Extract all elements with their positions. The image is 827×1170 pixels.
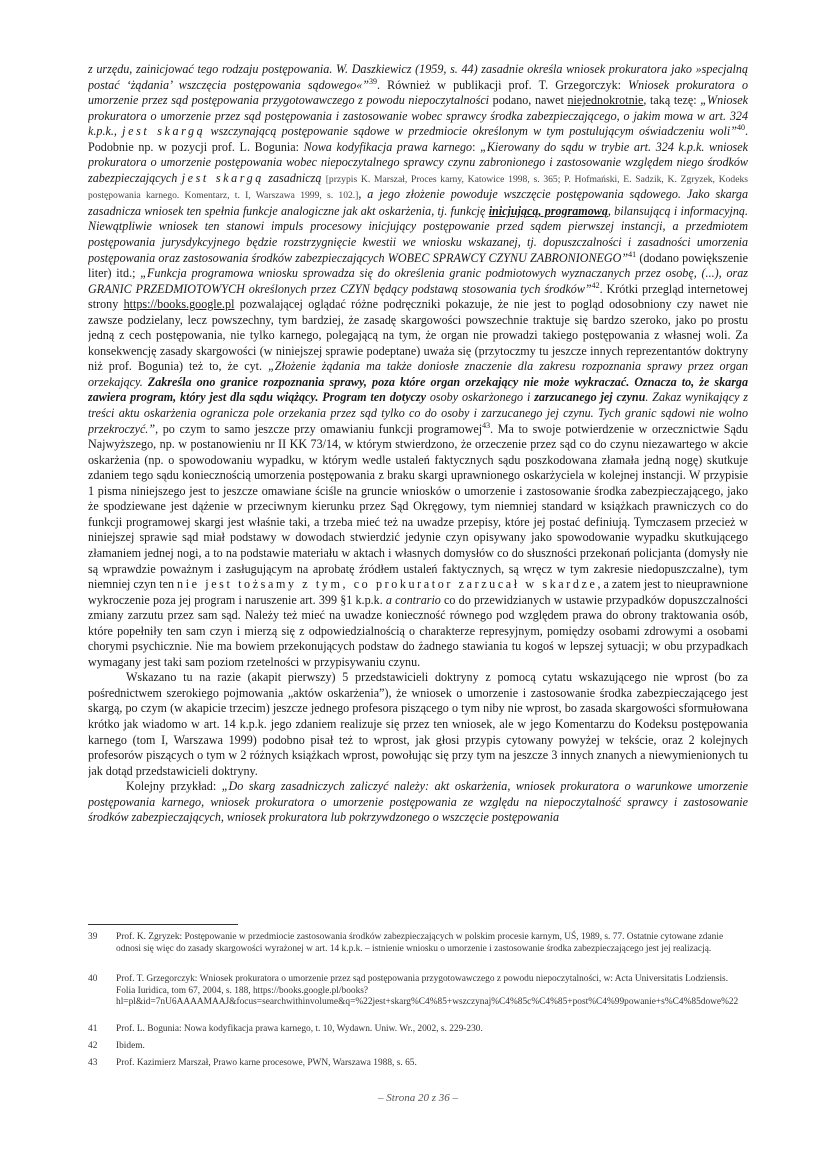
text-run: , bilansującą i informacyjną. Niewątpliwie wniosek ten stanowi impuls procesowy inicjujący postępowanie przed sądem pierwszej instancji, a przedmiotem postępowania jurysdykcyjnego będzie rozstrzygnięcie kwestii we wniosku wskazanej, tj. dopuszczalności i zasadności umorzenia postępowania oraz zastosowania środków zabezpieczających WOBEC SPRAWCY CZYNU ZABRONIONEGO” bbox=[88, 203, 748, 265]
footnote-ref: 43 bbox=[482, 420, 491, 430]
document-page bbox=[88, 62, 748, 1152]
footnote-text: Prof. K. Zgryzek: Postępowanie w przedmiocie zastosowania środków zabezpieczających w polskim procesie karnym, UŚ, 1989, s. 77. Ostatnie cytowane zdanie odnosi się więc do zasady skargowości wyrażonej w art. 14 k.p.k. – istnienie wniosku o umorzenie i zastosowanie środka zabezpieczającego jest jej realizacją. bbox=[116, 932, 724, 954]
footnote-number: 42 bbox=[88, 1041, 98, 1051]
inline-citation: [przypis K. Marszał, Proces karny, Katowice 1998, s. 365; P. Hofmański, E. Sadzik, K. Zgryzek, Kodeks postępowania karnego. Komentarz, t. I, Warszawa 1999, s. 102.] bbox=[88, 173, 748, 202]
text-run: „Do skarg zasadniczych zaliczyć należy: akt oskarżenia, wniosek prokuratora o warunkowe umorzenie postępowania karnego, wniosek prokuratora o umorzenie postępowania ze względu na niepoczytalność sprawcy i zastosowanie środków zabezpieczających, wniosek prokuratora lub pokrzywdzonego o wszczęcie postępowania bbox=[88, 779, 748, 825]
footnote-number: 41 bbox=[88, 1024, 98, 1034]
footnote-41 bbox=[88, 1024, 748, 1036]
body-paragraph bbox=[88, 62, 748, 670]
text-run: Kolejny przykład: bbox=[126, 779, 222, 794]
footnote-43 bbox=[88, 1058, 748, 1070]
text-run: nie jest tożsamy z tym, co prokurator zarzucał w skardze bbox=[177, 577, 598, 592]
text-run: Wskazano tu na razie (akapit pierwszy) 5 przedstawicieli doktryny z pomocą cytatu wskazującego nie wprost (bo za pośrednictwem szerokiego pojmowania „aktów oskarżenia”), że wniosek o umorzenie i zastosowanie środka zabezpieczającego jest skargą, po czym (w akapicie trzecim) jeszcze jednego profesora piszącego o tym niby nie wprost, bo zasada skargowości sformułowana krótko jak wiadomo w art. 14 k.p.k. jego zdaniem realizuje się przez ten wniosek, ale w jego Komentarzu do Kodeksu postępowania karnego (tom I, Warszawa 1999) podobno pisał też to wprost, jak głosi przypis cytowany powyżej w tekście, oraz 2 kolejnych profesorów piszących o tym w 2 różnych książkach wprost, powołując się przy tym na jeszcze 3 innych znanych a niewymienionych tu jak dotąd przedstawicieli doktryny. bbox=[88, 670, 748, 778]
text-run: . Zakaz wynikający z treści aktu oskarżenia ogranicza pole orzekania przez sąd tylko co do osoby i zarzucanego jej czynu. Tych granic sądowi nie wolno przekroczyć.” bbox=[88, 390, 748, 436]
footnote-text: Ibidem. bbox=[116, 1041, 145, 1051]
footnote-separator bbox=[88, 924, 238, 925]
text-run: wszczynającą postępowanie sądowe w przedmiocie określonym w tym postulującym oświadczeniu woli” bbox=[205, 124, 737, 139]
page-footer: – Strona 20 z 36 – bbox=[378, 1092, 458, 1104]
text-run: „Kierowany do sądu w trybie art. 324 k.p.k. wniosek prokuratora o umorzenie postępowania wobec niepoczytalnego sprawcy czynu zabronionego i zastosowanie względem niego środków zabezpieczających bbox=[88, 139, 748, 185]
text-run: jest skargą bbox=[122, 124, 206, 139]
footnote-ref: 40 bbox=[736, 123, 745, 133]
footnote-42 bbox=[88, 1041, 748, 1053]
text-run: zasadniczą bbox=[263, 170, 326, 185]
body-paragraph bbox=[88, 779, 748, 826]
text-run: . Ma to swoje potwierdzenie w orzecznictwie Sądu Najwyższego, np. w postanowieniu nr II KK 73/14, w którym stwierdzono, że orzeczenie przez sąd co do czynu niezawartego w akcie oskarżenia (np. o spowodowaniu wypadku, w którym wedle ustaleń faktycznych sądu poszkodowana złamała jedną nogę) skutkuje zdaniem tego sądu koniecznością umorzenia postępowania z braku skargi uprawnionego oskarżyciela w kolejnej instancji. W przypisie 1 pisma niniejszego jest to jeszcze omawiane ściśle na gruncie wniosków o umorzenie i zastosowanie środka zabezpieczającego, jako że spodziewane jest dążenie w przeciwnym kierunku przez Sąd Okręgowy, tym niemniej standard w książkach prawniczych co do funkcji programowej skargi jest właśnie taki, a trzeba mieć też na uwadze przepisy, które jej postać definiują. Tymczasem przecież w niniejszej sprawie sąd miał podstawy w dowodach stwierdzić jedynie czyn opisywany jako spowodowanie wypadku skutkującego złamaniem jednej nogi, a to na podstawie materiału w aktach i własnych domysłów co do słuszności przekonań policjanta (domysły nie są wprawdzie poważnym i zasługującym na aprobatę źródłem ustaleń faktycznych, są wręcz w tym zakresie niedopuszczalne), tym niemniej czyn ten bbox=[88, 421, 748, 592]
text-run: Wniosek prokuratora o umorzenie przez sąd postępowania przygotowawczego z powodu niepoczytalności bbox=[88, 77, 748, 108]
text-run: podano, nawet bbox=[489, 93, 568, 108]
text-run: : bbox=[472, 139, 481, 154]
text-run: (dodano powiększenie liter) itd.; bbox=[88, 250, 748, 281]
footnote-ref: 42 bbox=[591, 280, 600, 290]
books-link[interactable]: https://books.google.pl bbox=[123, 297, 235, 312]
text-run: „Złożenie żądania ma także doniosłe znaczenie dla zakresu rozpoznania sprawy przez organ orzekający. bbox=[88, 359, 748, 389]
footnote-40 bbox=[88, 974, 748, 1009]
text-run: z urzędu, zainicjować tego rodzaju postępowania. W. Daszkiewicz (1959, s. 44) zasadnie określa wniosek prokuratora jako »specjalną postać ‘żądania’ wszczęcia postępowania sądowego« bbox=[88, 62, 748, 92]
footnote-text: Prof. Kazimierz Marszał, Prawo karne procesowe, PWN, Warszawa 1988, s. 65. bbox=[116, 1058, 417, 1068]
body-paragraph bbox=[88, 670, 748, 779]
text-run: ” bbox=[362, 77, 370, 92]
footnote-number: 40 bbox=[88, 974, 98, 984]
footnote-text: Prof. L. Bogunia: Nowa kodyfikacja prawa karnego, t. 10, Wydawn. Uniw. Wr., 2002, s. 229-230. bbox=[116, 1024, 483, 1034]
text-run: Zakreśla ono granice rozpoznania sprawy, poza które organ orzekający nie może wykraczać. Oznacza to, że skarga zawiera program, który jest dla sądu wiążący. Program ten dotyczy bbox=[88, 374, 748, 405]
text-run: . Podobnie np. w pozycji prof. L. Bogunia: bbox=[88, 124, 748, 154]
text-run: co do przewidzianych w ustawie przypadków dopuszczalności zmiany zarzutu przez sam sąd. Należy też mieć na uwadze konieczność równego pod względem prawa do obrony traktowania osób, które popełniły ten sam czyn i mierzą się z odpowiedzialnością o charakterze represyjnym, pomiędzy osobami zdrowymi a osobami chorymi psychicznie. Nie ma bowiem przekonujących podstaw do żadnego stawiania tu kogoś w lepszej sytuacji; w obu przypadkach wymagany jest taki sam poziom rzetelności w przypisywaniu czynu. bbox=[88, 592, 748, 669]
text-run: a contrario bbox=[385, 592, 441, 607]
footnote-ref: 39 bbox=[369, 76, 378, 86]
text-run: osoby oskarżonego i bbox=[426, 390, 535, 405]
text-run: „Funkcja programowa wniosku sprowadza się do określenia granic podmiotowych wyznaczanych przez osobę, (...), oraz GRANIC PRZEDMIOTOWYCH określonych przez CZYN będący podstawą stosowania tych środków” bbox=[88, 266, 748, 296]
text-run: . Krótki przegląd internetowej strony bbox=[88, 281, 748, 312]
text-run: , taką tezę: bbox=[643, 93, 701, 108]
text-run: . Również w publikacji prof. T. Grzegorczyk: bbox=[377, 77, 629, 92]
text-run: jest skargą bbox=[181, 170, 264, 185]
text-run: „Wniosek prokuratora o umorzenie przez sąd postępowania i zastosowanie wobec sprawcy środka zabezpieczającego, o jakim mowa w art. 324 k.p.k., bbox=[88, 93, 748, 139]
text-run: niejednokrotnie bbox=[567, 93, 644, 108]
text-run: , a jego złożenie powoduje wszczęcie postępowania sądowego. Jako skarga zasadnicza wniosek ten spełnia funkcje analogiczne jak akt oskarżenia, tj. funkcję bbox=[88, 187, 748, 218]
footnote-39 bbox=[88, 932, 748, 955]
footnote-number: 43 bbox=[88, 1058, 98, 1068]
body-text bbox=[88, 62, 748, 826]
text-run: zarzucanego jej czynu bbox=[534, 390, 646, 405]
text-run: , po czym to samo jeszcze przy omawianiu funkcji programowej bbox=[155, 421, 483, 436]
text-run: Nowa kodyfikacja prawa karnego bbox=[303, 139, 473, 154]
footnote-text: Prof. T. Grzegorczyk: Wniosek prokuratora o umorzenie przez sąd postępowania przygotowawczego z powodu niepoczytalności, w: Acta Universitatis Lodziensis. Folia Iuridica, tom 67, 2004, s. 188, https://books.google.pl/books?hl=pl&id=7nU6AAAAMAAJ&focus=searchwithinvolume&q=%22jest+skarg%C4%85+wszczynaj%C4%85c%C4%85+post%C4%99powanie+s%C4%85dowe%22 bbox=[116, 974, 739, 1008]
text-run: pozwalającej oglądać różne podręczniki pokazuje, że nie jest to pogląd odosobniony czy nawet nie zawsze podzielany, lecz powszechny, tym bardziej, że zasadę skargowości powszechnie traktuje się bardzo szeroko, jako po prostu jedną z cech postępowania, nie tylko karnego, polegającą na tym, że organ nie prowadzi takiego postępowania z własnej woli. Za konsekwencję zasady skargowości (w niniejszej sprawie podeptane) uważa się (przytoczmy tu jeszcze innych reprezentantów doktryny niż prof. Bogunia) też to, że cyt. bbox=[88, 297, 748, 374]
text-run: inicjującą, programową bbox=[488, 203, 608, 218]
footnote-number: 39 bbox=[88, 932, 98, 942]
footnote-ref: 41 bbox=[628, 249, 637, 259]
text-run: , a zatem jest to nieuprawnione wykroczenie poza jej program i naruszenie art. 399 §1 k.p.k. bbox=[88, 577, 748, 607]
